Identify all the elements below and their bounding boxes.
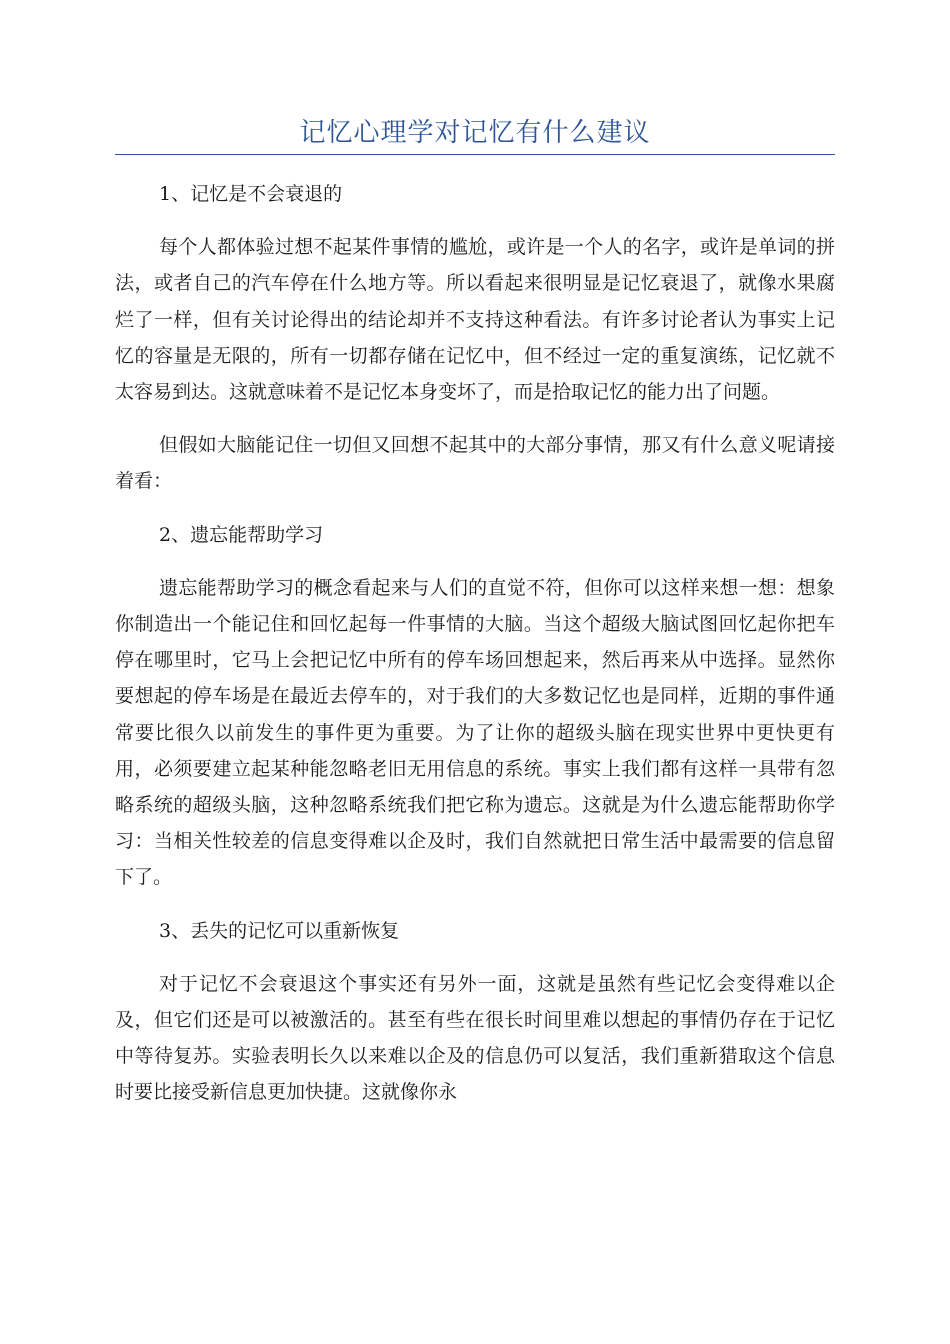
section-heading: 1、记忆是不会衰退的 [159, 183, 343, 205]
section-heading: 3、丢失的记忆可以重新恢复 [159, 919, 400, 942]
page-title: 记忆心理学对记忆有什么建议 [299, 118, 651, 148]
section-heading: 2、遗忘能帮助学习 [159, 523, 324, 546]
paragraph: 但假如大脑能记住一切但又回想不起其中的大部分事情，那又有什么意义呢请接着看： [115, 434, 835, 493]
paragraph: 每个人都体验过想不起某件事情的尴尬，或许是一个人的名字，或许是单词的拼法，或者自己的汽车停在什么地方等。所以看起来很明显是记忆衰退了，就像水果腐烂了一样，但有关讨论得出的结论却并不支持这种看法。有许多讨论者认为事实上记忆的容量是无限的，所有一切都存储在记忆中，但不经过一定的重复演练，记忆就不太容易到达。这就意味着不是记忆本身变坏了，而是拾取记忆的能力出了问题。 [115, 236, 835, 404]
paragraph: 遗忘能帮助学习的概念看起来与人们的直觉不符，但你可以这样来想一想：想象你制造出一个能记住和回忆起每一件事情的大脑。当这个超级大脑试图回忆起你把车停在哪里时，它马上会把记忆中所有的停车场回想起来，然后再来从中选择。显然你要想起的停车场是在最近去停车的，对于我们的大多数记忆也是同样，近期的事件通常要比很久以前发生的事件更为重要。为了让你的超级头脑在现实世界中更快更有用，必须要建立起某种能忽略老旧无用信息的系统。事实上我们都有这样一具带有忽略系统的超级头脑，这种忽略系统我们把它称为遗忘。这就是为什么遗忘能帮助你学习：当相关性较差的信息变得难以企及时，我们自然就把日常生活中最需要的信息留下了。 [115, 576, 835, 889]
title-underline [115, 154, 835, 155]
document-body [115, 176, 835, 1128]
paragraph: 对于记忆不会衰退这个事实还有另外一面，这就是虽然有些记忆会变得难以企及，但它们还是可以被激活的。甚至有些在很长时间里难以想起的事情仍存在于记忆中等待复苏。实验表明长久以来难以企及的信息仍可以复活，我们重新猎取这个信息时要比接受新信息更加快捷。这就像你永 [115, 972, 835, 1104]
